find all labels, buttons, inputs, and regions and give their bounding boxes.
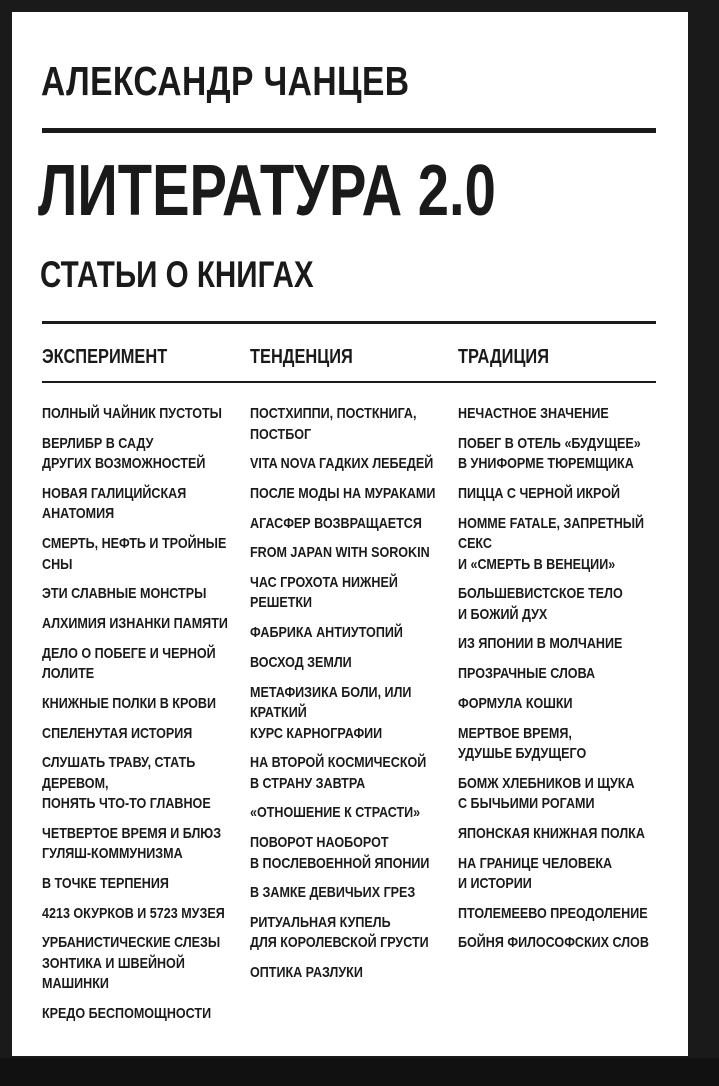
contents-item: ПТОЛЕМЕЕВО ПРЕОДОЛЕНИЕ [458,905,648,922]
contents-item: «ОТНОШЕНИЕ К СТРАСТИ» [250,805,421,822]
heading-divider [42,381,656,383]
contents-item: КРЕДО БЕСПОМОЩНОСТИ [42,1006,212,1023]
column-tendency [250,404,460,993]
middle-divider [42,321,656,324]
book-subtitle: СТАТЬИ О КНИГАХ [40,254,314,295]
contents-item: СЛУШАТЬ ТРАВУ, СТАТЬ ДЕРЕВОМ, ПОНЯТЬ ЧТО-ТО ГЛАВНОЕ [42,755,211,813]
contents-item: ВЕРЛИБР В САДУ ДРУГИХ ВОЗМОЖНОСТЕЙ [42,435,206,473]
contents-item: АЛХИМИЯ ИЗНАНКИ ПАМЯТИ [42,615,228,632]
contents-item: НА ВТОРОЙ КОСМИЧЕСКОЙ В СТРАНУ ЗАВТРА [250,755,427,792]
contents-item: КНИЖНЫЕ ПОЛКИ В КРОВИ [42,695,217,712]
contents-item: HOMME FATALE, ЗАПРЕТНЫЙ СЕКС И «СМЕРТЬ В ВЕНЕЦИИ» [458,515,645,573]
contents-item: ЧАС ГРОХОТА НИЖНЕЙ РЕШЕТКИ [250,574,398,612]
column-heading-tendency: ТЕНДЕНЦИЯ [250,346,353,368]
contents-item: ИЗ ЯПОНИИ В МОЛЧАНИЕ [458,636,623,653]
contents-item: ПРОЗРАЧНЫЕ СЛОВА [458,666,596,683]
contents-item: ОПТИКА РАЗЛУКИ [250,965,363,982]
contents-item: ПОСТХИППИ, ПОСТКНИГА, ПОСТБОГ [250,406,417,443]
contents-item: 4213 ОКУРКОВ И 5723 МУЗЕЯ [42,905,225,922]
contents-item: БОЛЬШЕВИСТСКОЕ ТЕЛО И БОЖИЙ ДУХ [458,586,623,623]
contents-item: НОВАЯ ГАЛИЦИЙСКАЯ АНАТОМИЯ [42,485,187,523]
contents-item: FROM JAPAN WITH SOROKIN [250,545,430,562]
contents-item: ВОСХОД ЗЕМЛИ [250,654,352,671]
contents-item: В ЗАМКЕ ДЕВИЧЬИХ ГРЕЗ [250,885,416,902]
contents-item: VITA NOVA ГАДКИХ ЛЕБЕДЕЙ [250,456,434,473]
contents-item: ФОРМУЛА КОШКИ [458,695,573,712]
contents-item: ПОЛНЫЙ ЧАЙНИК ПУСТОТЫ [42,406,222,422]
contents-item: СМЕРТЬ, НЕФТЬ И ТРОЙНЫЕ СНЫ [42,536,227,573]
contents-item: ПИЦЦА С ЧЕРНОЙ ИКРОЙ [458,485,621,502]
contents-item: СПЕЛЕНУТАЯ ИСТОРИЯ [42,725,193,742]
contents-item: ПОБЕГ В ОТЕЛЬ «БУДУЩЕЕ» В УНИФОРМЕ ТЮРЕМЩИКА [458,435,641,473]
contents-item: РИТУАЛЬНАЯ КУПЕЛЬ ДЛЯ КОРОЛЕВСКОЙ ГРУСТИ [250,914,429,952]
column-experiment [42,404,252,1034]
contents-item: БОМЖ ХЛЕБНИКОВ И ЩУКА С БЫЧЬИМИ РОГАМИ [458,775,635,813]
contents-item: АГАСФЕР ВОЗВРАЩАЕТСЯ [250,515,422,532]
column-tradition [458,404,668,963]
contents-item: ЧЕТВЕРТОЕ ВРЕМЯ И БЛЮЗ ГУЛЯШ-КОММУНИЗМА [42,825,222,863]
contents-item: МЕРТВОЕ ВРЕМЯ, УДУШЬЕ БУДУЩЕГО [458,725,587,762]
contents-item: ПОВОРОТ НАОБОРОТ В ПОСЛЕВОЕННОЙ ЯПОНИИ [250,835,430,872]
contents-item: УРБАНИСТИЧЕСКИЕ СЛЕЗЫ ЗОНТИКА И ШВЕЙНОЙ МАШИНКИ [42,935,221,993]
cover-bottom-edge [0,1058,719,1086]
contents-item: НЕЧАСТНОЕ ЗНАЧЕНИЕ [458,406,609,422]
top-divider [42,128,656,133]
contents-item: ДЕЛО О ПОБЕГЕ И ЧЕРНОЙ ЛОЛИТЕ [42,645,216,683]
column-heading-tradition: ТРАДИЦИЯ [458,346,549,368]
author-name: АЛЕКСАНДР ЧАНЦЕВ [41,58,410,104]
contents-item: В ТОЧКЕ ТЕРПЕНИЯ [42,876,169,893]
contents-item: ФАБРИКА АНТИУТОПИЙ [250,625,403,642]
contents-item: ЭТИ СЛАВНЫЕ МОНСТРЫ [42,586,207,603]
contents-item: ПОСЛЕ МОДЫ НА МУРАКАМИ [250,485,436,502]
contents-item: МЕТАФИЗИКА БОЛИ, ИЛИ КРАТКИЙ КУРС КАРНОГРАФИИ [250,684,412,742]
contents-item: НА ГРАНИЦЕ ЧЕЛОВЕКА И ИСТОРИИ [458,855,613,893]
contents-item: ЯПОНСКАЯ КНИЖНАЯ ПОЛКА [458,825,645,842]
book-title: ЛИТЕРАТУРА 2.0 [38,151,496,231]
contents-item: БОЙНЯ ФИЛОСОФСКИХ СЛОВ [458,935,649,952]
column-heading-experiment: ЭКСПЕРИМЕНТ [42,346,168,368]
